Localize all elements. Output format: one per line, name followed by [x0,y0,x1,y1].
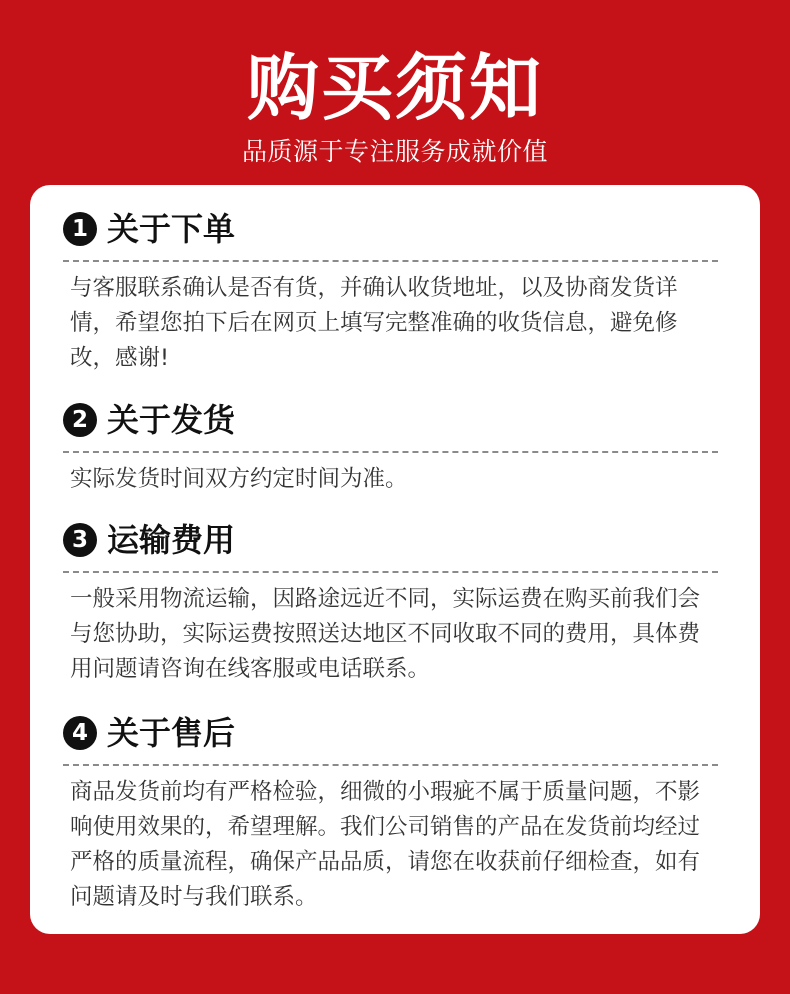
dashed-divider [63,571,718,573]
section-body: 商品发货前均有严格检验，细微的小瑕疵不属于质量问题，不影响使用效果的，希望理解。我们公司销售的产品在发货前均经过严格的质量流程，确保产品品质，请您在收获前仔细检查，如有问题请及时与我们联系。 [70,779,701,910]
dashed-divider [63,260,718,262]
section-title: 运输费用 [107,521,236,559]
section-header [63,708,718,758]
page-subtitle: 品质源于专注服务成就价值 [241,137,548,166]
header [0,0,790,185]
section-title: 关于售后 [107,714,236,752]
number-1-icon: 1 [63,212,97,246]
page-title: 购买须知 [246,46,543,130]
section-freight [63,515,718,687]
section-header [63,204,718,254]
section-header [63,515,718,565]
section-order [63,204,718,376]
section-header [63,395,718,445]
section-body: 实际发货时间双方约定时间为准。 [70,466,408,492]
number-3-icon: 3 [63,523,97,557]
section-after-sales [63,708,718,915]
section-title: 关于发货 [107,401,236,439]
section-body: 与客服联系确认是否有货，并确认收货地址，以及协商发货详情，希望您拍下后在网页上填写完整准确的收货信息，避免修改，感谢! [70,275,678,371]
number-2-icon: 2 [63,403,97,437]
number-4-icon: 4 [63,716,97,750]
section-body: 一般采用物流运输，因路途远近不同，实际运费在购买前我们会与您协助，实际运费按照送达地区不同收取不同的费用，具体费用问题请咨询在线客服或电话联系。 [70,586,701,682]
dashed-divider [63,451,718,453]
notice-card [30,185,760,934]
section-title: 关于下单 [107,210,236,248]
section-shipping [63,395,718,497]
dashed-divider [63,764,718,766]
